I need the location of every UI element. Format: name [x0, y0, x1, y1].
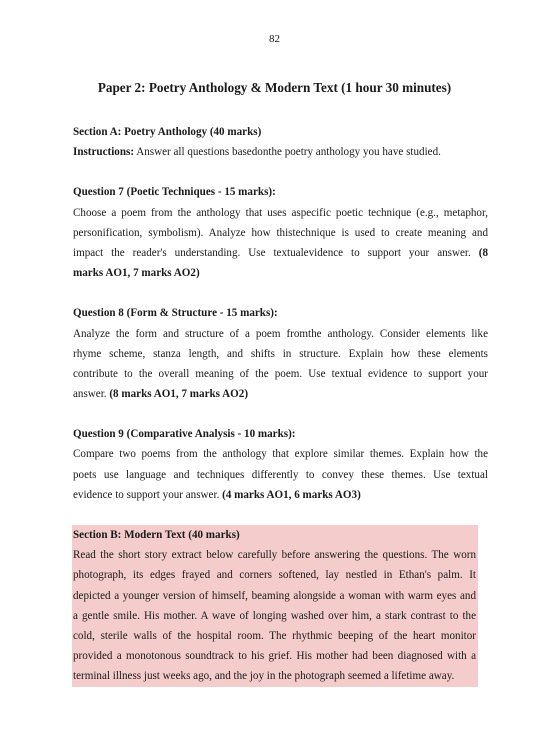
- question-7-line: impact the reader's understanding. Use textualevidence to support your answer. (8: [73, 246, 488, 259]
- section-a-heading: Section A: Poetry Anthology (40 marks): [73, 126, 262, 138]
- section-b-line: depicted a younger version of himself, beaming alongside a woman with warm eyes and: [73, 589, 476, 602]
- question-8-line: rhyme scheme, stanza length, and shifts in structure. Explain how these elements: [73, 347, 488, 360]
- question-7-line: Choose a poem from the anthology that uses aspecific poetic technique (e.g., metaphor,: [73, 206, 488, 219]
- section-b-heading: Section B: Modern Text (40 marks): [73, 529, 240, 541]
- section-b-highlight: [72, 525, 478, 687]
- page-number: 82: [269, 33, 280, 45]
- section-a-instructions: Instructions: Answer all questions basedonthe poetry anthology you have studied.: [73, 146, 441, 159]
- question-9-marks: (4 marks AO1, 6 marks AO3): [222, 488, 361, 501]
- question-7-line: personification, symbolism). Analyze how thistechnique is used to create meaning and: [73, 226, 488, 239]
- question-8-line: Analyze the form and structure of a poem fromthe anthology. Consider elements like: [73, 327, 488, 340]
- document-body: [73, 122, 488, 687]
- section-b-line: provided a monotonous soundtrack to his grief. His mother had been diagnosed with a: [73, 650, 476, 663]
- section-b-line: a gentle smile. His mother. A wave of longing washed over him, a stark contrast to the: [73, 609, 476, 622]
- question-9-line: poets use language and techniques differently to convey these themes. Use textual: [73, 468, 488, 481]
- section-b-line: terminal illness just weeks ago, and the joy in the photograph seemed a lifetime away.: [73, 670, 455, 683]
- section-b-line: photograph, its edges frayed and corners softened, lay nestled in Ethan's palm. It: [73, 569, 476, 582]
- question-7-marks: marks AO1, 7 marks AO2): [73, 267, 200, 280]
- section-b-line: Read the short story extract below carefully before answering the questions. The worn: [73, 549, 476, 562]
- question-9-line: evidence to support your answer. (4 marks AO1, 6 marks AO3): [73, 488, 361, 501]
- section-b-line: cold, sterile walls of the hospital room. The rhythmic beeping of the heart monitor: [73, 629, 476, 642]
- paper-title: Paper 2: Poetry Anthology & Modern Text (1 hour 30 minutes): [97, 80, 452, 95]
- question-8-line: answer. (8 marks AO1, 7 marks AO2): [73, 388, 249, 401]
- question-9-heading: Question 9 (Comparative Analysis - 10 marks):: [73, 428, 296, 441]
- question-8-marks: (8 marks AO1, 7 marks AO2): [109, 388, 249, 401]
- question-8-line: contribute to the overall meaning of the poem. Use textual evidence to support your: [73, 367, 488, 380]
- question-9-line: Compare two poems from the anthology that explore similar themes. Explain how the: [73, 448, 488, 461]
- question-7-heading: Question 7 (Poetic Techniques - 15 marks):: [73, 186, 276, 199]
- question-8-heading: Question 8 (Form & Structure - 15 marks):: [73, 307, 278, 320]
